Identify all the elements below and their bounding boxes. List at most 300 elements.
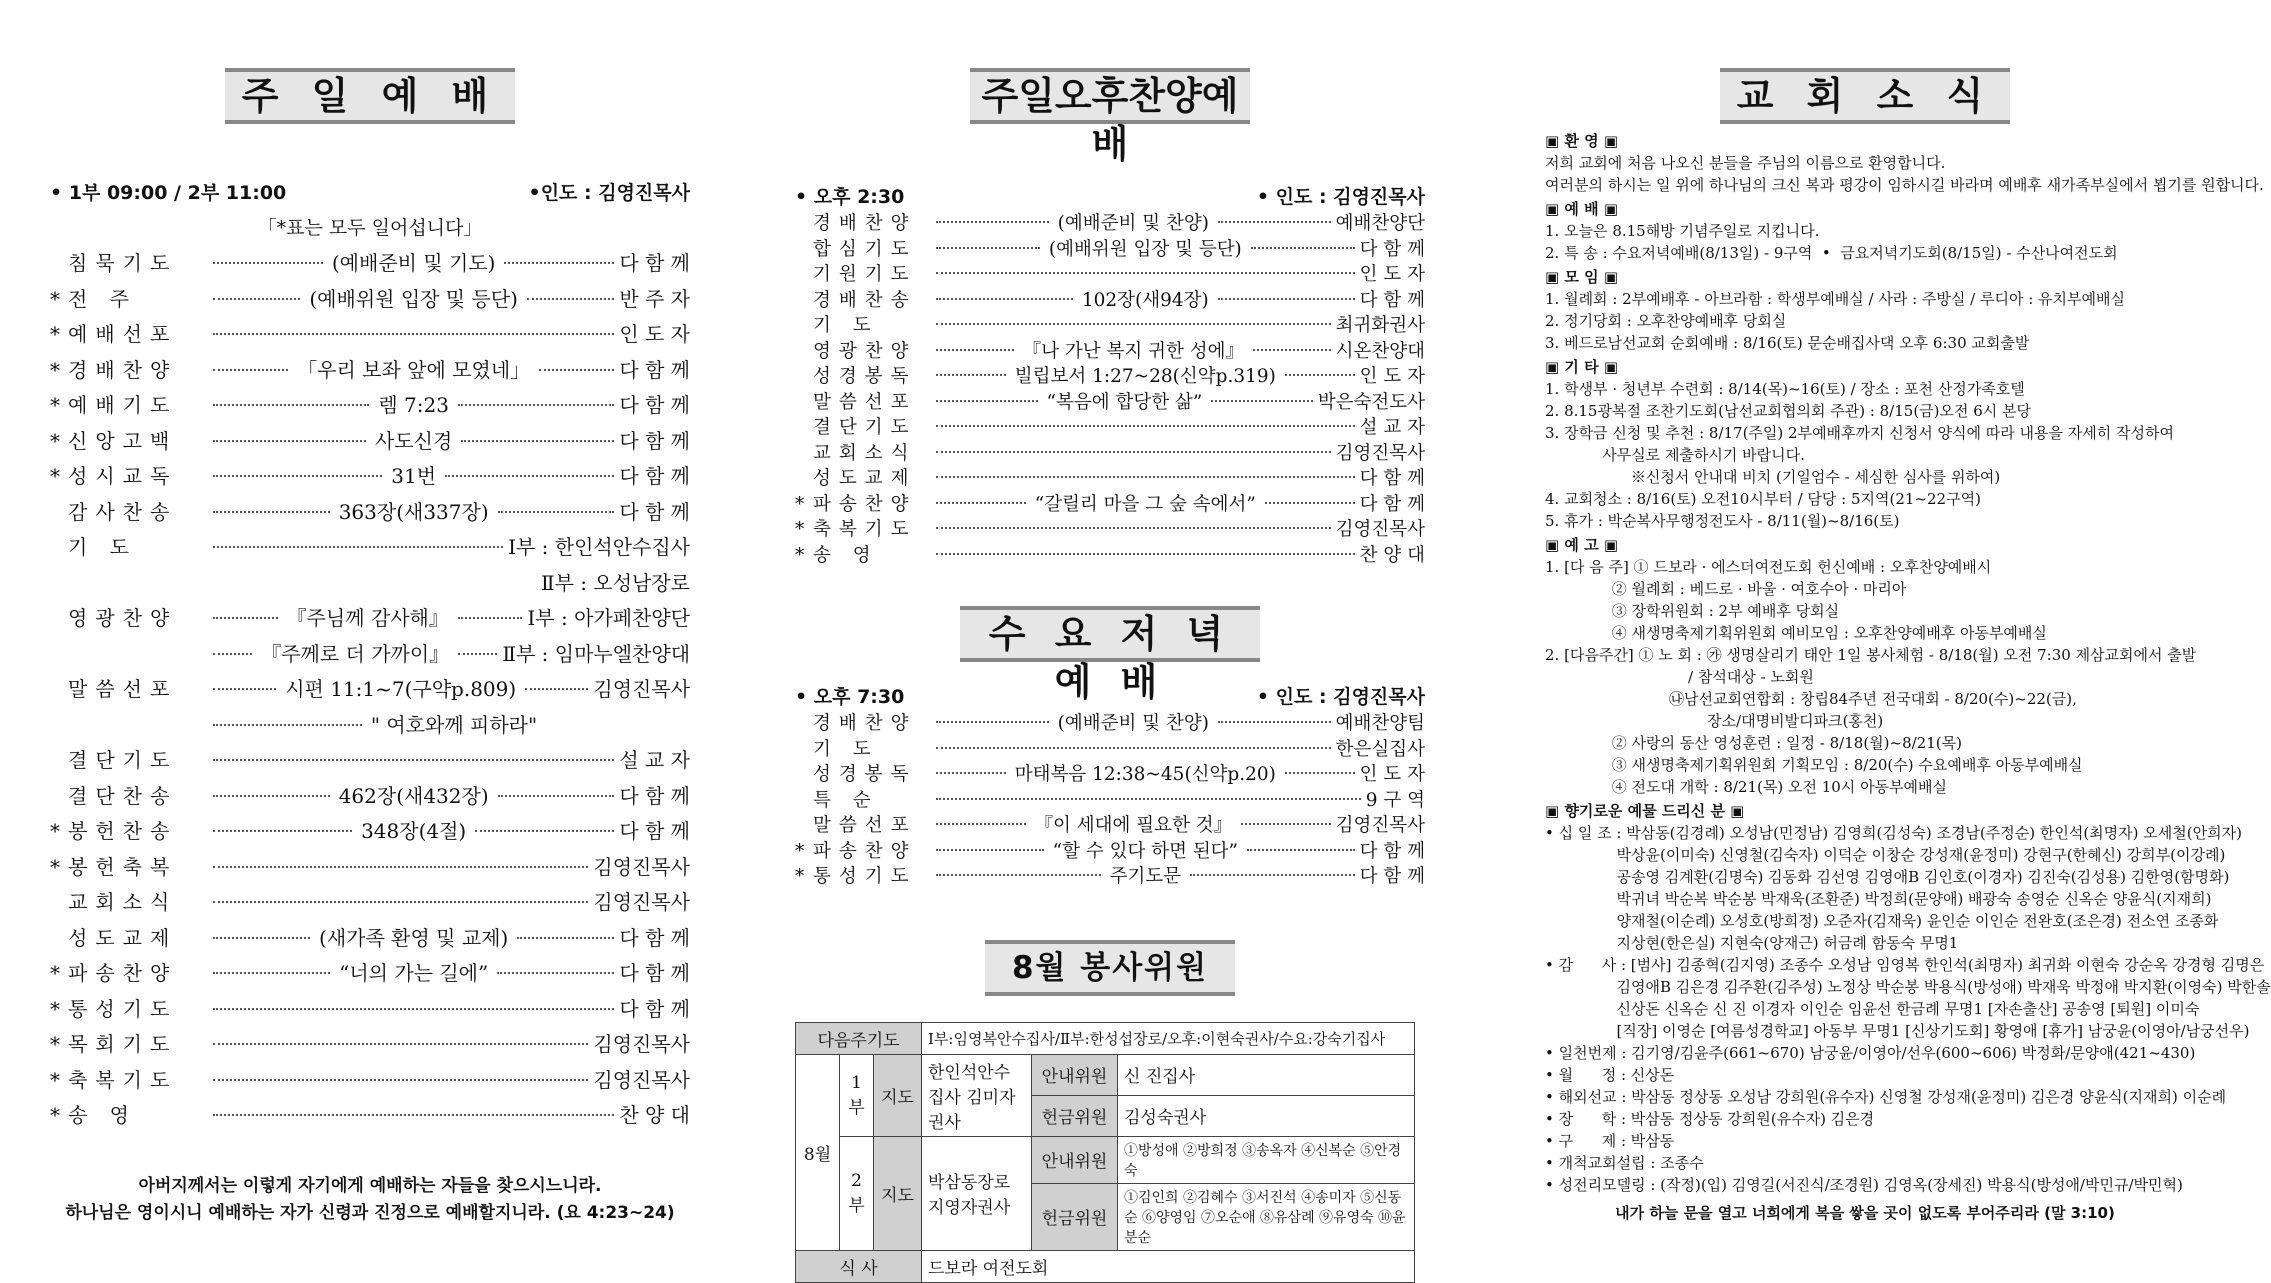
order-label bbox=[68, 886, 208, 915]
leader-dots bbox=[213, 511, 330, 513]
afternoon-time: • 오후 2:30 bbox=[795, 186, 905, 208]
order-label bbox=[813, 464, 931, 490]
wednesday-order-list bbox=[795, 709, 1425, 888]
usher-value-2: ①방성애 ②방희정 ③송옥자 ④신복순 ⑤안경숙 bbox=[1118, 1136, 1415, 1183]
order-detail: 사도신경 bbox=[375, 428, 453, 453]
leader-dots bbox=[936, 798, 1361, 800]
order-row bbox=[795, 464, 1425, 490]
order-label bbox=[68, 1099, 208, 1128]
order-person: Ⅰ부 : 아가페찬양단 bbox=[527, 606, 690, 630]
next-week-prayer-value: Ⅰ부:임영복안수집사/Ⅱ부:한성섭장로/오후:이현숙권사/수요:강숙기집사 bbox=[922, 1022, 1415, 1054]
news-line: 김영애B 김은경 김주환(김주성) 노정상 박순봉 박용식(방성애) 박재욱 박정애 박지환(이영숙) 박한솔 bbox=[1545, 978, 2271, 996]
standing-note: 「*표는 모두 일어섭니다」 bbox=[257, 217, 483, 239]
part1-guides: 한인석안수집사 김미자권사 bbox=[922, 1054, 1032, 1136]
order-label-text: 영광찬양 bbox=[813, 340, 917, 362]
order-label-text: 결단기도 bbox=[813, 417, 917, 438]
order-row bbox=[50, 354, 690, 390]
order-person: 다 함 께 bbox=[1359, 238, 1426, 260]
order-label-text: 기원기도 bbox=[813, 264, 917, 285]
order-person: 다 함 께 bbox=[619, 996, 690, 1021]
order-person: 다 함 께 bbox=[619, 393, 690, 417]
leader-dots bbox=[458, 404, 614, 406]
order-label bbox=[68, 851, 208, 880]
leader-dots bbox=[936, 374, 1006, 376]
order-label bbox=[813, 515, 931, 541]
leader-dots bbox=[475, 830, 614, 832]
order-label-text: 말씀선포 bbox=[813, 815, 917, 836]
order-person: Ⅰ부 : 한인석안수집사 bbox=[508, 535, 690, 559]
leader-dots bbox=[1285, 374, 1355, 376]
order-label bbox=[68, 283, 208, 312]
order-label bbox=[68, 744, 208, 773]
footer-verse-line1: 아버지께서는 이렇게 자기에게 예배하는 자들을 찾으시느니라. bbox=[138, 1175, 602, 1196]
part1-cell: 1부 bbox=[840, 1054, 874, 1136]
news-line: • 개척교회설립 : 조종수 bbox=[1545, 1154, 1704, 1172]
leader-dots bbox=[936, 553, 1355, 555]
order-detail: 시편 11:1~7(구약p.809) bbox=[285, 677, 517, 701]
order-person: 다 함 께 bbox=[1359, 866, 1426, 887]
offering-label-1: 헌금위원 bbox=[1032, 1095, 1118, 1136]
order-row bbox=[795, 490, 1425, 516]
order-label bbox=[813, 235, 931, 261]
news-line: 지상현(한은실) 지현숙(양재근) 허금례 함동숙 무명1 bbox=[1545, 934, 1959, 952]
news-section-heading: ▣ 향기로운 예물 드리신 분 ▣ bbox=[1545, 802, 1745, 820]
order-row bbox=[50, 673, 690, 709]
month-cell: 8월 bbox=[796, 1054, 840, 1250]
order-label-text: 신앙고백 bbox=[68, 428, 178, 453]
order-label bbox=[813, 439, 931, 465]
order-row bbox=[795, 413, 1425, 439]
church-news-column bbox=[1545, 0, 2271, 1227]
news-line: ③ 새생명축제기획위원회 기획모임 : 8/20(수) 수요예배후 아동부예배실 bbox=[1545, 756, 2083, 774]
order-person: 인 도 자 bbox=[1359, 764, 1426, 785]
stand-marker: * bbox=[795, 493, 805, 515]
leader-dots bbox=[936, 823, 1026, 825]
leader-dots bbox=[498, 511, 615, 513]
news-line: ② 사랑의 동산 영성훈련 : 일정 - 8/18(월)~8/21(목) bbox=[1545, 734, 1962, 752]
order-label-text: 봉헌축복 bbox=[68, 854, 178, 879]
footer-verse bbox=[50, 1173, 690, 1227]
order-person: Ⅱ부 : 오성남장로 bbox=[541, 570, 690, 595]
news-line: 2. [다음주간] ① 노 회 : ㉮ 생명살리기 태안 1일 봉사체험 - 8/18(월) 오전 7:30 제삼교회에서 출발 bbox=[1545, 646, 2197, 664]
order-person: 다 함 께 bbox=[1359, 493, 1425, 515]
news-line: ③ 장학위원회 : 2부 예배후 당회실 bbox=[1545, 602, 1840, 620]
leader-dots bbox=[1218, 221, 1331, 223]
wednesday-leader: • 인도 : 김영진목사 bbox=[1256, 686, 1425, 708]
leader-dots bbox=[1251, 247, 1355, 249]
stand-marker: * bbox=[50, 428, 60, 453]
news-line: 3. 장학금 신청 및 추천 : 8/17(주일) 2부예배후까지 신청서 양식에 따라 내용을 자세히 작성하여 bbox=[1545, 424, 2174, 442]
stand-marker: * bbox=[50, 464, 60, 488]
leader-dots bbox=[213, 298, 300, 300]
leader-dots bbox=[1211, 400, 1313, 402]
order-row bbox=[795, 760, 1425, 786]
order-label-text: 경배찬송 bbox=[813, 289, 917, 311]
news-line: 3. 베드로남선교회 순회예배 : 8/16(토) 문순배집사댁 오후 6:30 교회출발 bbox=[1545, 334, 2030, 352]
leader-dots bbox=[1218, 298, 1355, 300]
order-detail: 『이 세대에 필요한 것』 bbox=[1034, 815, 1233, 836]
wednesday-service-title: 수 요 저 녁 예 배 bbox=[960, 606, 1260, 662]
volunteers-title: 8월 봉사위원 bbox=[985, 940, 1235, 996]
order-label bbox=[68, 389, 208, 418]
order-label-text: 송 영 bbox=[813, 544, 879, 566]
order-person: 김영진목사 bbox=[593, 854, 690, 879]
order-detail: 102장(새94장) bbox=[1081, 289, 1209, 311]
order-label-text: 교회소식 bbox=[68, 890, 178, 914]
order-label bbox=[813, 337, 931, 363]
news-line: 1. [다 음 주] ① 드보라 · 에스더여전도회 헌신예배 : 오후찬양예배시 bbox=[1545, 558, 1992, 576]
order-person: 설 교 자 bbox=[1359, 417, 1425, 438]
leader-dots bbox=[213, 653, 252, 655]
leader-dots bbox=[213, 1043, 588, 1045]
order-row bbox=[795, 515, 1425, 541]
leader-dots bbox=[213, 369, 288, 371]
order-detail: (새가족 환영 및 교제) bbox=[319, 925, 509, 950]
news-line: ㉯남선교회연합회 : 창립84주년 전국대회 - 8/20(수)~22(금), bbox=[1545, 690, 2077, 708]
news-line: 신상돈 신옥순 신 진 이경자 이인순 임윤선 한금례 무명1 [자손출산] 공송영 [퇴원] 이미숙 bbox=[1545, 1000, 2200, 1018]
order-label bbox=[813, 260, 931, 286]
order-label bbox=[68, 531, 208, 560]
order-person: 찬 양 대 bbox=[1359, 544, 1425, 566]
order-label-text: 성경봉독 bbox=[813, 366, 917, 387]
order-row bbox=[50, 957, 690, 993]
leader-dots bbox=[1190, 874, 1355, 876]
order-label bbox=[68, 496, 208, 525]
news-line: 1. 오늘은 8.15해방 기념주일로 지킵니다. bbox=[1545, 222, 1820, 240]
stand-marker: * bbox=[50, 1103, 60, 1127]
news-line: 5. 휴가 : 박순복사무행정전도사 - 8/11(월)~8/16(토) bbox=[1545, 512, 1900, 530]
leader-dots bbox=[213, 333, 614, 335]
order-label-text: 합심기도 bbox=[813, 238, 917, 260]
volunteers-table bbox=[795, 1022, 1415, 1283]
order-label bbox=[813, 862, 931, 888]
leader-dots bbox=[213, 724, 362, 726]
order-person: 인 도 자 bbox=[1359, 264, 1425, 285]
offering-value-2: ①김인희 ②김혜수 ③서진석 ④송미자 ⑤신동순 ⑥양영임 ⑦오순애 ⑧유삼례 ⑨유영숙 ⑩윤분순 bbox=[1118, 1183, 1415, 1250]
order-label-text: 성도교제 bbox=[813, 468, 917, 489]
news-line: 박귀녀 박순복 박순봉 박재욱(조환준) 박정희(문양애) 배광숙 송영순 신옥순 양윤식(지재희) bbox=[1545, 890, 2212, 908]
stand-marker: * bbox=[50, 961, 60, 985]
order-row bbox=[795, 311, 1425, 337]
leader-dots bbox=[936, 349, 1014, 351]
order-label bbox=[813, 735, 931, 761]
leader-dots bbox=[213, 830, 352, 832]
leader-dots bbox=[936, 298, 1073, 300]
order-row bbox=[795, 786, 1425, 812]
news-section-heading: ▣ 환 영 ▣ bbox=[1545, 132, 1618, 150]
leader-dots bbox=[936, 323, 1331, 325]
leader-dots bbox=[213, 688, 276, 690]
order-label-text: 예배선포 bbox=[68, 322, 178, 346]
order-person: 다 함 께 bbox=[619, 499, 691, 524]
order-label bbox=[68, 425, 208, 454]
leader-dots bbox=[497, 972, 614, 974]
news-line: ④ 새생명축제기획위원회 예비모임 : 오후찬양예배후 아동부예배실 bbox=[1545, 624, 2047, 642]
order-row bbox=[50, 531, 690, 567]
order-person: 김영진목사 bbox=[1335, 519, 1425, 540]
order-label bbox=[813, 709, 931, 735]
leader-dots bbox=[936, 451, 1331, 453]
order-detail: (예배준비 및 찬양) bbox=[1057, 713, 1209, 734]
order-person: 김영진목사 bbox=[1335, 442, 1425, 464]
order-person: 다 함 께 bbox=[619, 819, 690, 843]
news-line: • 감 사 : [범사] 김종혁(김지영) 조종수 오성남 임영복 한인석(최명자) 최귀화 이현숙 강순옥 강경형 김명은 bbox=[1545, 956, 2265, 974]
stand-marker: * bbox=[795, 866, 805, 887]
order-row bbox=[50, 993, 690, 1029]
news-line: • 해외선교 : 박삼동 정상동 오성남 강희원(유수자) 신영철 강성재(윤정미) 김은경 양윤식(지재희) 이순례 bbox=[1545, 1088, 2227, 1106]
leader-dots bbox=[936, 874, 1101, 876]
sunday-order-list bbox=[50, 247, 690, 1135]
leader-dots bbox=[936, 527, 1331, 529]
order-label-text: 특 순 bbox=[813, 789, 879, 811]
news-line: 양재철(이순례) 오성호(방희정) 오준자(김재욱) 윤인순 이인순 전완호(조은경) 전소연 조종화 bbox=[1545, 912, 2219, 930]
leader-dots bbox=[936, 502, 1026, 504]
order-row bbox=[50, 1028, 690, 1064]
order-label bbox=[68, 460, 208, 489]
order-person: 다 함 께 bbox=[619, 783, 691, 808]
order-detail: “복음에 합당한 삶” bbox=[1046, 391, 1203, 413]
order-label-text: 봉헌찬송 bbox=[68, 819, 178, 843]
order-row bbox=[50, 638, 690, 674]
stand-marker: * bbox=[50, 286, 60, 311]
order-row bbox=[50, 460, 690, 496]
order-label-text: 축복기도 bbox=[68, 1067, 178, 1092]
news-line: • 십 일 조 : 박삼동(김경례) 오성남(민정남) 김영희(김성숙) 조경남(주정순) 한인석(최명자) 오세철(안희자) bbox=[1545, 824, 2242, 842]
order-label-text: 성경봉독 bbox=[813, 764, 917, 785]
order-detail: 렘 7:23 bbox=[378, 393, 449, 417]
order-label-text: 기 도 bbox=[68, 535, 137, 559]
offering-value-1: 김성숙권사 bbox=[1118, 1095, 1415, 1136]
news-line: • 장 학 : 박삼동 정상동 강희원(유수자) 김은경 bbox=[1545, 1110, 1875, 1128]
order-detail: (예배위원 입장 및 등단) bbox=[1048, 238, 1242, 260]
order-row bbox=[50, 425, 690, 461]
stand-marker: * bbox=[50, 393, 60, 417]
order-person: 다 함 께 bbox=[619, 251, 690, 275]
meal-label: 식 사 bbox=[796, 1250, 922, 1282]
order-detail: 462장(새432장) bbox=[338, 783, 489, 808]
news-section-heading: ▣ 모 임 ▣ bbox=[1545, 268, 1618, 286]
order-label-text: 침묵기도 bbox=[68, 251, 178, 275]
order-detail: “할 수 있다 하면 된다” bbox=[1052, 840, 1239, 862]
order-row bbox=[795, 362, 1425, 388]
order-label-text: 경배찬양 bbox=[813, 213, 917, 234]
news-line: ② 월례회 : 베드로 · 바울 · 여호수아 · 마리아 bbox=[1545, 580, 1907, 598]
order-detail: " 여호와께 피하라" bbox=[370, 712, 538, 737]
order-label-text: 결단찬송 bbox=[68, 783, 178, 808]
order-label-text: 결단기도 bbox=[68, 748, 178, 772]
order-row bbox=[50, 602, 690, 638]
leader-dots bbox=[213, 795, 330, 797]
order-label-text: 말씀선포 bbox=[813, 391, 917, 413]
leader-dots bbox=[458, 617, 523, 619]
news-line: • 성전리모델링 : (작정)(입) 김영길(서진식/조경원) 김영옥(장세진) 박용식(방성애/박민규/박민혁) bbox=[1545, 1176, 2183, 1194]
order-row bbox=[50, 780, 690, 816]
order-label-text: 말씀선포 bbox=[68, 677, 178, 701]
order-row bbox=[795, 260, 1425, 286]
order-label bbox=[813, 811, 931, 837]
news-line: ④ 전도대 개학 : 8/21(목) 오전 10시 아동부예배실 bbox=[1545, 778, 1948, 796]
order-row bbox=[50, 567, 690, 603]
afternoon-leader: • 인도 : 김영진목사 bbox=[1256, 186, 1425, 208]
leader-dots bbox=[936, 400, 1038, 402]
order-row bbox=[50, 389, 690, 425]
order-detail: (예배준비 및 기도) bbox=[331, 251, 496, 275]
order-label bbox=[68, 602, 208, 631]
order-row bbox=[795, 735, 1425, 761]
leader-dots bbox=[213, 901, 588, 903]
order-person: 시온찬양대 bbox=[1335, 340, 1426, 362]
order-label bbox=[68, 780, 208, 809]
leader-dots bbox=[936, 772, 1006, 774]
order-row bbox=[795, 286, 1425, 312]
guide-cell-2: 지도 bbox=[874, 1136, 922, 1250]
leader-dots bbox=[213, 262, 323, 264]
order-detail: 348장(4절) bbox=[361, 819, 467, 843]
usher-label-1: 안내위원 bbox=[1032, 1054, 1118, 1095]
order-detail: 『주님께 감사해』 bbox=[286, 606, 449, 630]
order-label-text: 파송찬양 bbox=[68, 961, 178, 985]
leader-dots bbox=[213, 440, 366, 442]
news-line: 2. 8.15광복절 조찬기도회(남선교회협의회 주관) : 8/15(금)오전 6시 본당 bbox=[1545, 402, 2032, 420]
stand-marker: * bbox=[50, 1067, 60, 1092]
stand-marker: * bbox=[50, 322, 60, 346]
order-label bbox=[813, 760, 931, 786]
stand-marker: * bbox=[50, 1032, 60, 1056]
order-person: 인 도 자 bbox=[1359, 366, 1426, 387]
news-line: 공송영 김계환(김명숙) 김동화 김선영 김영애B 김인호(이경자) 김진숙(김성용) 김한영(함명화) bbox=[1545, 868, 2230, 886]
leader-dots bbox=[936, 425, 1355, 427]
order-row bbox=[50, 247, 690, 283]
order-detail: (예배위원 입장 및 등단) bbox=[309, 286, 518, 311]
leader-dots bbox=[1241, 823, 1331, 825]
order-row bbox=[795, 337, 1425, 363]
order-detail: 『나 가난 복지 귀한 성에』 bbox=[1022, 340, 1245, 362]
news-line: 여러분의 하시는 일 위에 하나님의 크신 복과 평강이 임하시길 바라며 예배후 새가족부실에서 뵙기를 원합니다. bbox=[1545, 176, 2264, 194]
leader-dots bbox=[445, 475, 614, 477]
service-time: • 1부 09:00 / 2부 11:00 bbox=[50, 182, 287, 204]
leader-dots bbox=[936, 221, 1049, 223]
order-detail: 마태복음 12:38~45(신약p.20) bbox=[1014, 764, 1276, 785]
order-label bbox=[813, 311, 931, 337]
order-row bbox=[50, 1099, 690, 1135]
part2-cell: 2부 bbox=[840, 1136, 874, 1250]
order-detail: 빌립보서 1:27~28(신약p.319) bbox=[1014, 366, 1276, 387]
leader-dots bbox=[1285, 772, 1355, 774]
order-detail: 『주께로 더 가까이』 bbox=[261, 641, 450, 666]
leader-dots bbox=[525, 688, 588, 690]
stand-marker: * bbox=[50, 854, 60, 879]
order-label-text: 감사찬송 bbox=[68, 499, 178, 524]
leader-dots bbox=[461, 440, 614, 442]
order-label bbox=[68, 922, 208, 951]
order-person: 최귀화권사 bbox=[1335, 315, 1425, 336]
order-label bbox=[68, 815, 208, 844]
order-person: 다 함 께 bbox=[1359, 468, 1425, 489]
order-detail: 31번 bbox=[391, 464, 437, 488]
order-label-text: 기 도 bbox=[813, 738, 879, 760]
order-label bbox=[813, 490, 931, 516]
leader-dots bbox=[213, 972, 330, 974]
news-line: 박상윤(이미숙) 신영철(김숙자) 이덕순 이창순 강성재(윤정미) 강현구(한혜신) 강희부(이강례) bbox=[1545, 846, 2226, 864]
footer-verse-line2: 하나님은 영이시니 예배하는 자가 신령과 진정으로 예배할지니라. (요 4:23~24) bbox=[65, 1202, 675, 1223]
usher-value-1: 신 진집사 bbox=[1118, 1054, 1415, 1095]
order-label-text: 목회기도 bbox=[68, 1032, 178, 1056]
order-row bbox=[795, 541, 1425, 567]
usher-label-2: 안내위원 bbox=[1032, 1136, 1118, 1183]
leader-dots bbox=[936, 721, 1049, 723]
order-person: 다 함 께 bbox=[619, 357, 691, 382]
order-row bbox=[50, 496, 690, 532]
order-label-text: 송 영 bbox=[68, 1103, 137, 1127]
guide-cell-1: 지도 bbox=[874, 1054, 922, 1136]
church-news-list bbox=[1545, 130, 2271, 1196]
order-label-text: 경배찬양 bbox=[813, 713, 917, 734]
order-label bbox=[68, 247, 208, 276]
part2-guides: 박삼동장로 지영자권사 bbox=[922, 1136, 1032, 1250]
order-detail: (예배준비 및 찬양) bbox=[1057, 213, 1209, 234]
order-label bbox=[813, 413, 931, 439]
order-row bbox=[795, 837, 1425, 863]
order-label-text: 경배찬양 bbox=[68, 357, 178, 382]
leader-dots bbox=[498, 795, 615, 797]
order-row bbox=[50, 922, 690, 958]
sunday-service-title: 주 일 예 배 bbox=[225, 68, 515, 124]
order-row bbox=[50, 851, 690, 887]
order-person: 인 도 자 bbox=[619, 322, 690, 346]
order-row bbox=[50, 283, 690, 319]
order-person: 김영진목사 bbox=[593, 1067, 690, 1092]
wednesday-time: • 오후 7:30 bbox=[795, 686, 905, 708]
order-row bbox=[50, 744, 690, 780]
leader-dots bbox=[213, 1114, 614, 1116]
news-section-heading: ▣ 예 고 ▣ bbox=[1545, 536, 1618, 554]
news-line: [직장] 이영순 [여름성경학교] 아동부 무명1 [신상기도회] 황영애 [휴가] 남궁윤(이영아/남궁선우) bbox=[1545, 1022, 2250, 1040]
meal-value: 드보라 여전도회 bbox=[922, 1250, 1415, 1282]
order-row bbox=[795, 862, 1425, 888]
leader-dots bbox=[504, 262, 614, 264]
leader-dots bbox=[936, 272, 1355, 274]
leader-dots bbox=[213, 937, 310, 939]
order-person: 다 함 께 bbox=[619, 428, 690, 453]
next-week-prayer-label: 다음주기도 bbox=[796, 1022, 922, 1054]
order-person: 예배찬양단 bbox=[1335, 213, 1425, 234]
order-row bbox=[795, 388, 1425, 414]
order-person: 다 함 께 bbox=[1359, 840, 1426, 862]
leader-dots bbox=[936, 849, 1044, 851]
order-detail: “갈릴리 마을 그 숲 속에서” bbox=[1034, 493, 1256, 515]
order-person: 김영진목사 bbox=[1335, 815, 1426, 836]
order-person: 반 주 자 bbox=[619, 286, 690, 311]
order-label-text: 통성기도 bbox=[68, 996, 178, 1021]
news-line: 4. 교회청소 : 8/16(토) 오전10시부터 / 담당 : 5지역(21~22구역) bbox=[1545, 490, 1981, 508]
order-label bbox=[68, 1028, 208, 1057]
order-row bbox=[795, 235, 1425, 261]
stand-marker: * bbox=[795, 519, 805, 540]
stand-marker: * bbox=[50, 996, 60, 1021]
order-label bbox=[68, 957, 208, 986]
stand-marker: * bbox=[795, 840, 805, 862]
leader-dots bbox=[1247, 849, 1355, 851]
leader-dots bbox=[213, 546, 503, 548]
order-label-text: 성도교제 bbox=[68, 925, 178, 950]
order-row bbox=[795, 439, 1425, 465]
order-person: 예배찬양팀 bbox=[1335, 713, 1425, 734]
order-label bbox=[813, 837, 931, 863]
order-label bbox=[68, 673, 208, 702]
order-label-text: 통성기도 bbox=[813, 866, 917, 887]
leader-dots bbox=[539, 369, 614, 371]
news-line: 장소/대명비발디파크(홍천) bbox=[1545, 712, 1884, 730]
